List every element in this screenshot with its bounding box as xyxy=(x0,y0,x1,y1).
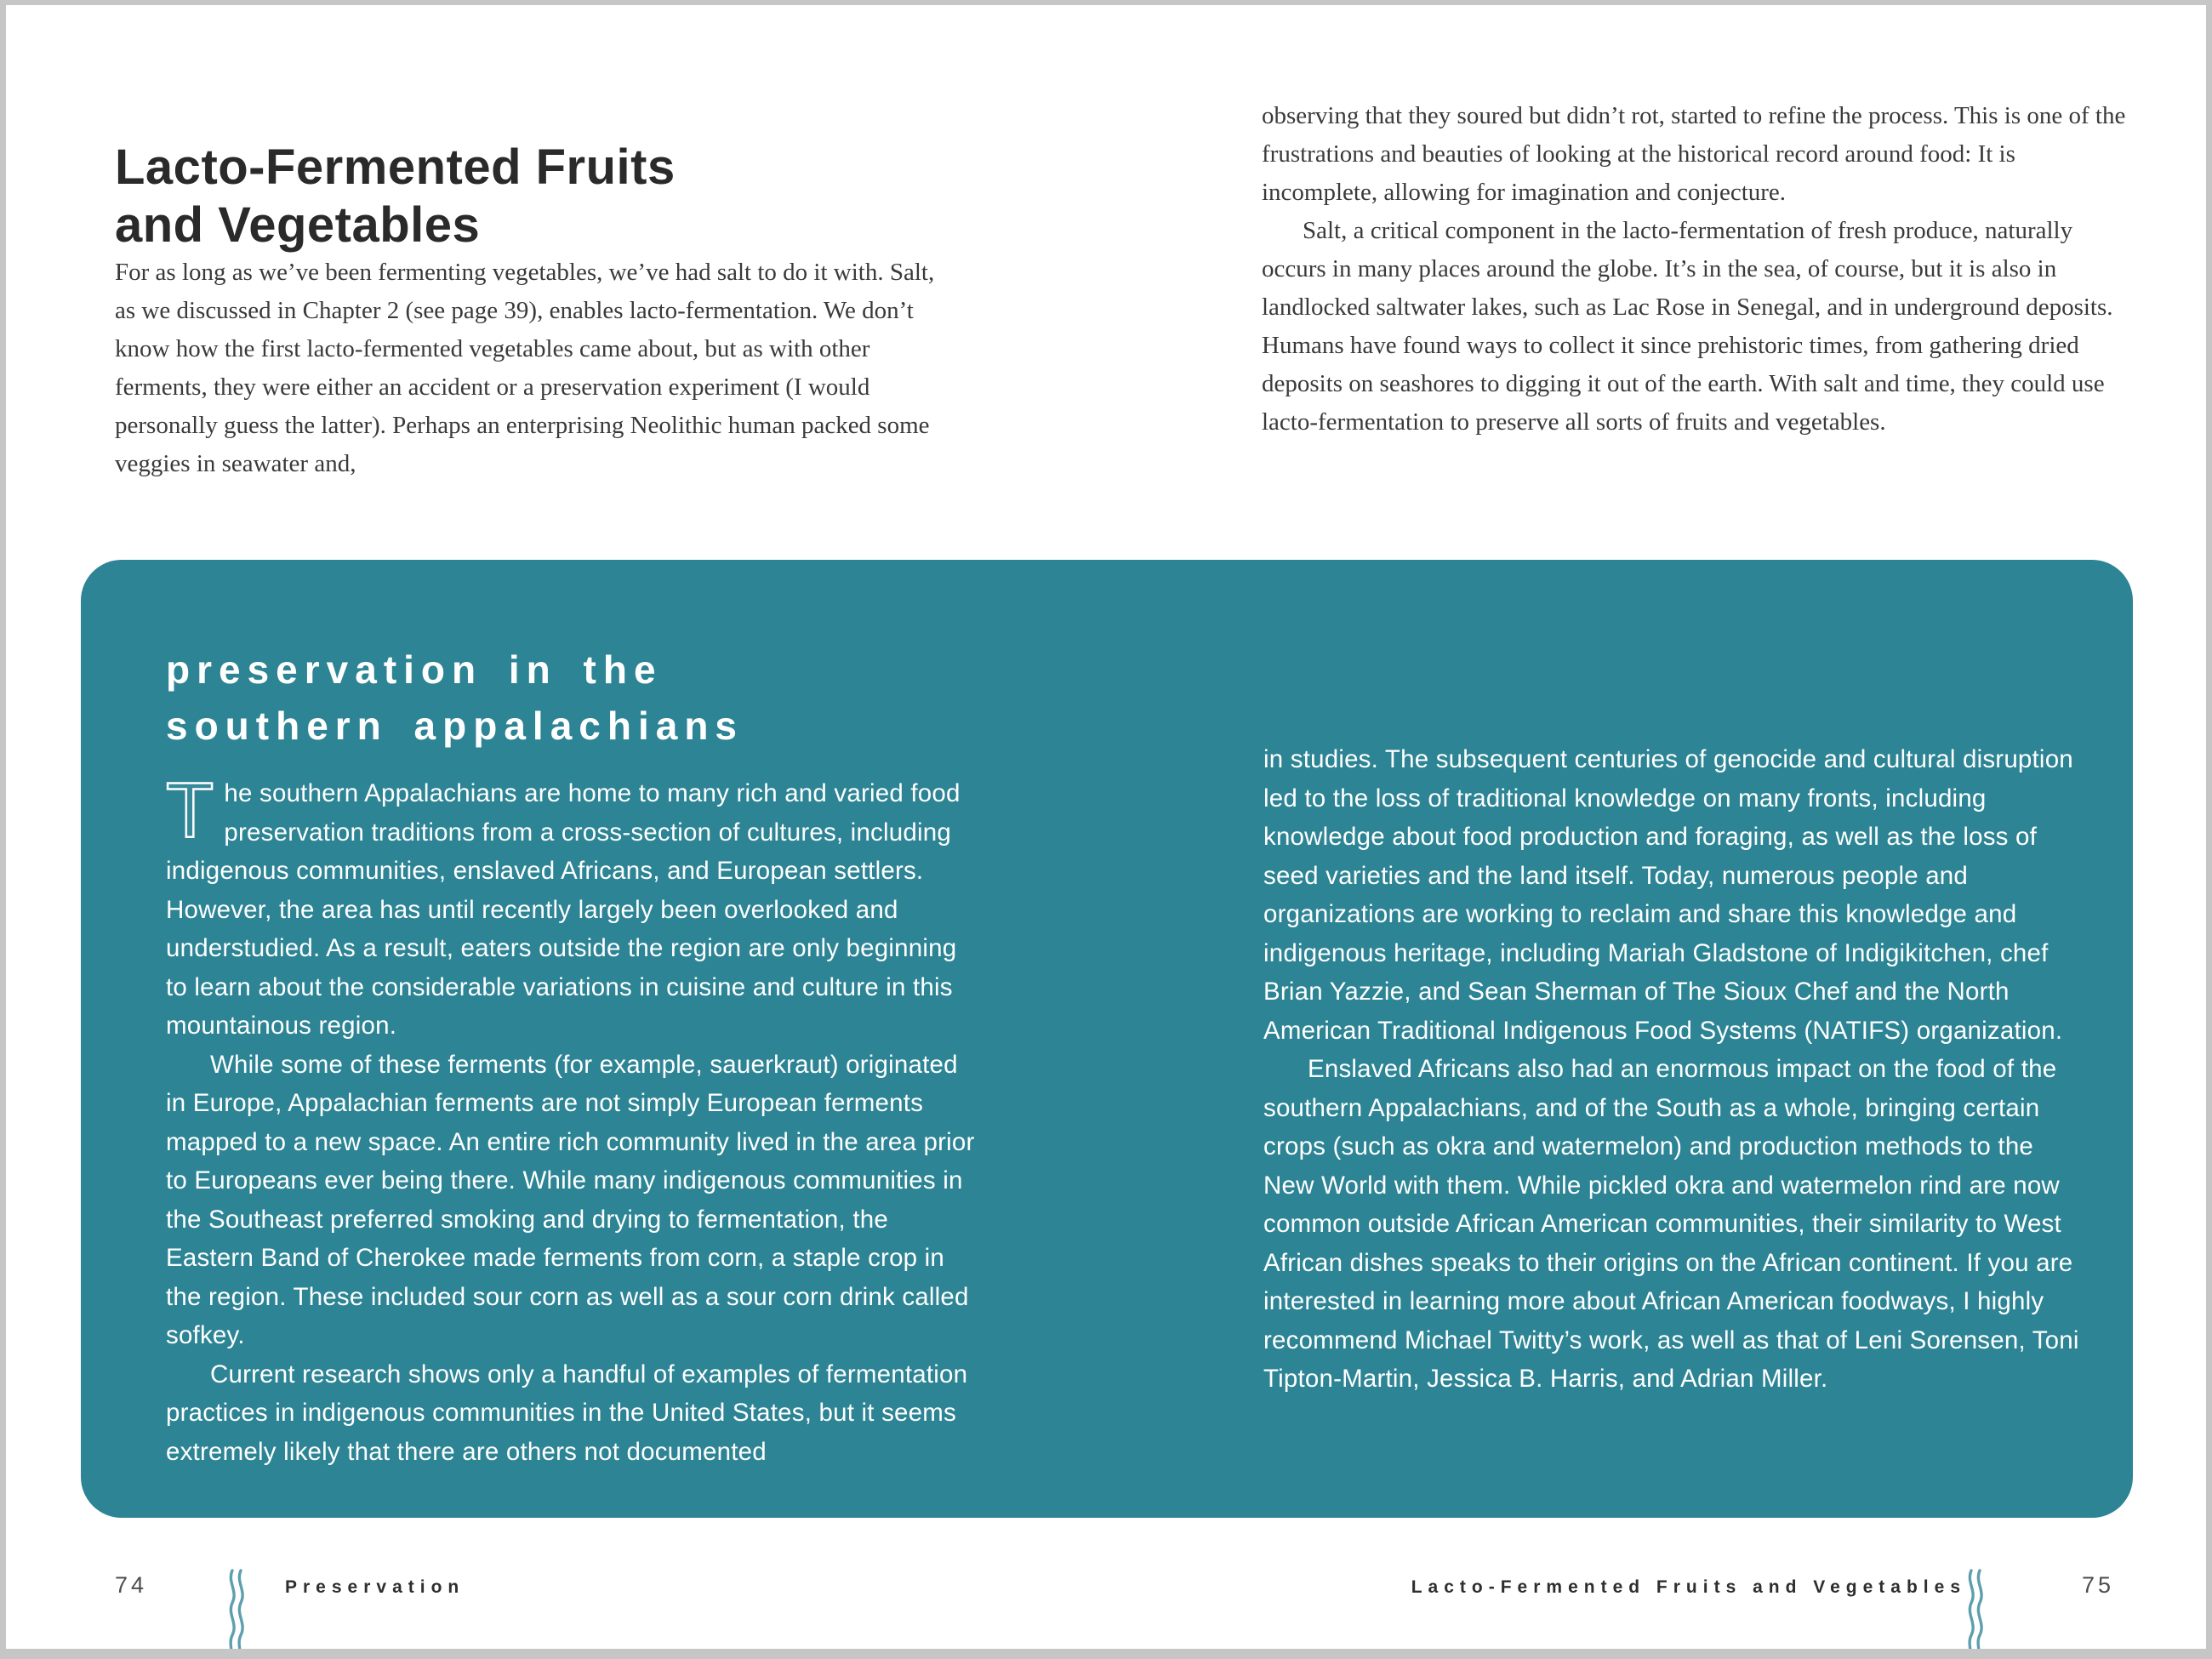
intro-left-column xyxy=(115,254,944,483)
callout-paragraph-3: Current research shows only a handful of examples of fermentation practices in indigenous communities in the United States, but it seems extremely likely that there are others not documented xyxy=(166,1360,968,1466)
page-number-right: 75 xyxy=(2082,1572,2115,1598)
running-head-right: Lacto-Fermented Fruits and Vegetables xyxy=(1411,1577,1966,1597)
chapter-title xyxy=(115,139,676,254)
callout-paragraph-4: in studies. The subsequent centuries of genocide and cultural disruption led to the loss of traditional knowledge on many fronts, including knowledge about food production and foraging, as well as the loss of seed varieties and the land itself. Today, numerous people and organizations are working to reclaim and share this knowledge and indigenous heritage, including Mariah Gladstone of Indigikitchen, chef Brian Yazzie, and Sean Sherman of The Sioux Chef and the North American Traditional Indigenous Food Systems (NATIFS) organization. xyxy=(1263,745,2073,1045)
page-number-left: 74 xyxy=(115,1572,148,1598)
intro-right-column xyxy=(1262,97,2131,442)
dropcap-letter: T xyxy=(166,767,214,854)
wavy-divider-icon xyxy=(224,1569,253,1649)
chapter-title-line2: and Vegetables xyxy=(115,197,481,253)
callout-right-column xyxy=(1263,740,2082,1399)
callout-paragraph-5: Enslaved Africans also had an enormous impact on the food of the southern Appalachians, and of the South as a whole, bringing certain crops (such as okra and watermelon) and production methods to the New World with them. While pickled okra and watermelon rind are now common outside African American communities, their similarity to West African dishes speaks to their origins on the African continent. If you are interested in learning more about African American foodways, I highly recommend Michael Twitty’s work, as well as that of Leni Sorensen, Toni Tipton-Martin, Jessica B. Harris, and Adrian Miller. xyxy=(1263,1055,2079,1393)
chapter-title-line1: Lacto-Fermented Fruits xyxy=(115,139,676,195)
intro-paragraph-2: observing that they soured but didn’t rot, started to refine the process. This is one of the frustrations and beauties of looking at the historical record around food: It is incomplete, allowing for imagination and conjecture. xyxy=(1262,102,2126,206)
running-head-left: Preservation xyxy=(285,1577,465,1597)
intro-paragraph-3: Salt, a critical component in the lacto-fermentation of fresh produce, naturally occurs in many places around the globe. It’s in the sea, of course, but it is also in landlocked saltwater lakes, such as Lac Rose in Senegal, and in underground deposits. Humans have found ways to collect it since prehistoric times, from gathering dried deposits on seashores to digging it out of the earth. With salt and time, they could use lacto-fermentation to preserve all sorts of fruits and vegetables. xyxy=(1262,217,2113,436)
callout-paragraph-1-text: he southern Appalachians are home to many rich and varied food preservation traditions from a cross-section of cultures, including indigenous communities, enslaved Africans, and European settlers. However, the area has until recently largely been overlooked and understudied. As a result, eaters outside the region are only beginning to learn about the considerable variations in cuisine and culture in this mountainous region. xyxy=(166,779,961,1040)
wavy-divider-icon xyxy=(1963,1569,1992,1649)
intro-paragraph-1: For as long as we’ve been fermenting vegetables, we’ve had salt to do it with. Salt, as we discussed in Chapter 2 (see page 39), enables lacto-fermentation. We don’t know how the first lacto-fermented vegetables came about, but as with other ferments, they were either an accident or a preservation experiment (I would personally guess the latter). Perhaps an enterprising Neolithic human packed some veggies in seawater and, xyxy=(115,259,935,477)
callout-title-line1: preservation in the xyxy=(166,647,663,693)
callout-title-line2: southern appalachians xyxy=(166,704,744,749)
callout-paragraph-2: While some of these ferments (for example, sauerkraut) originated in Europe, Appalachian ferments are not simply European ferments mapped to a new space. An entire rich community lived in the area prior to Europeans ever being there. While many indigenous communities in the Southeast preferred smoking and drying to fermentation, the Eastern Band of Cherokee made ferments from corn, a staple crop in the region. These included sour corn as well as a sour corn drink called sofkey. xyxy=(166,1050,975,1349)
callout-title xyxy=(166,641,744,754)
sidebar-callout-box xyxy=(81,560,2133,1518)
book-page-spread xyxy=(6,5,2206,1649)
callout-paragraph-1 xyxy=(166,767,981,1046)
callout-left-column xyxy=(166,767,981,1471)
